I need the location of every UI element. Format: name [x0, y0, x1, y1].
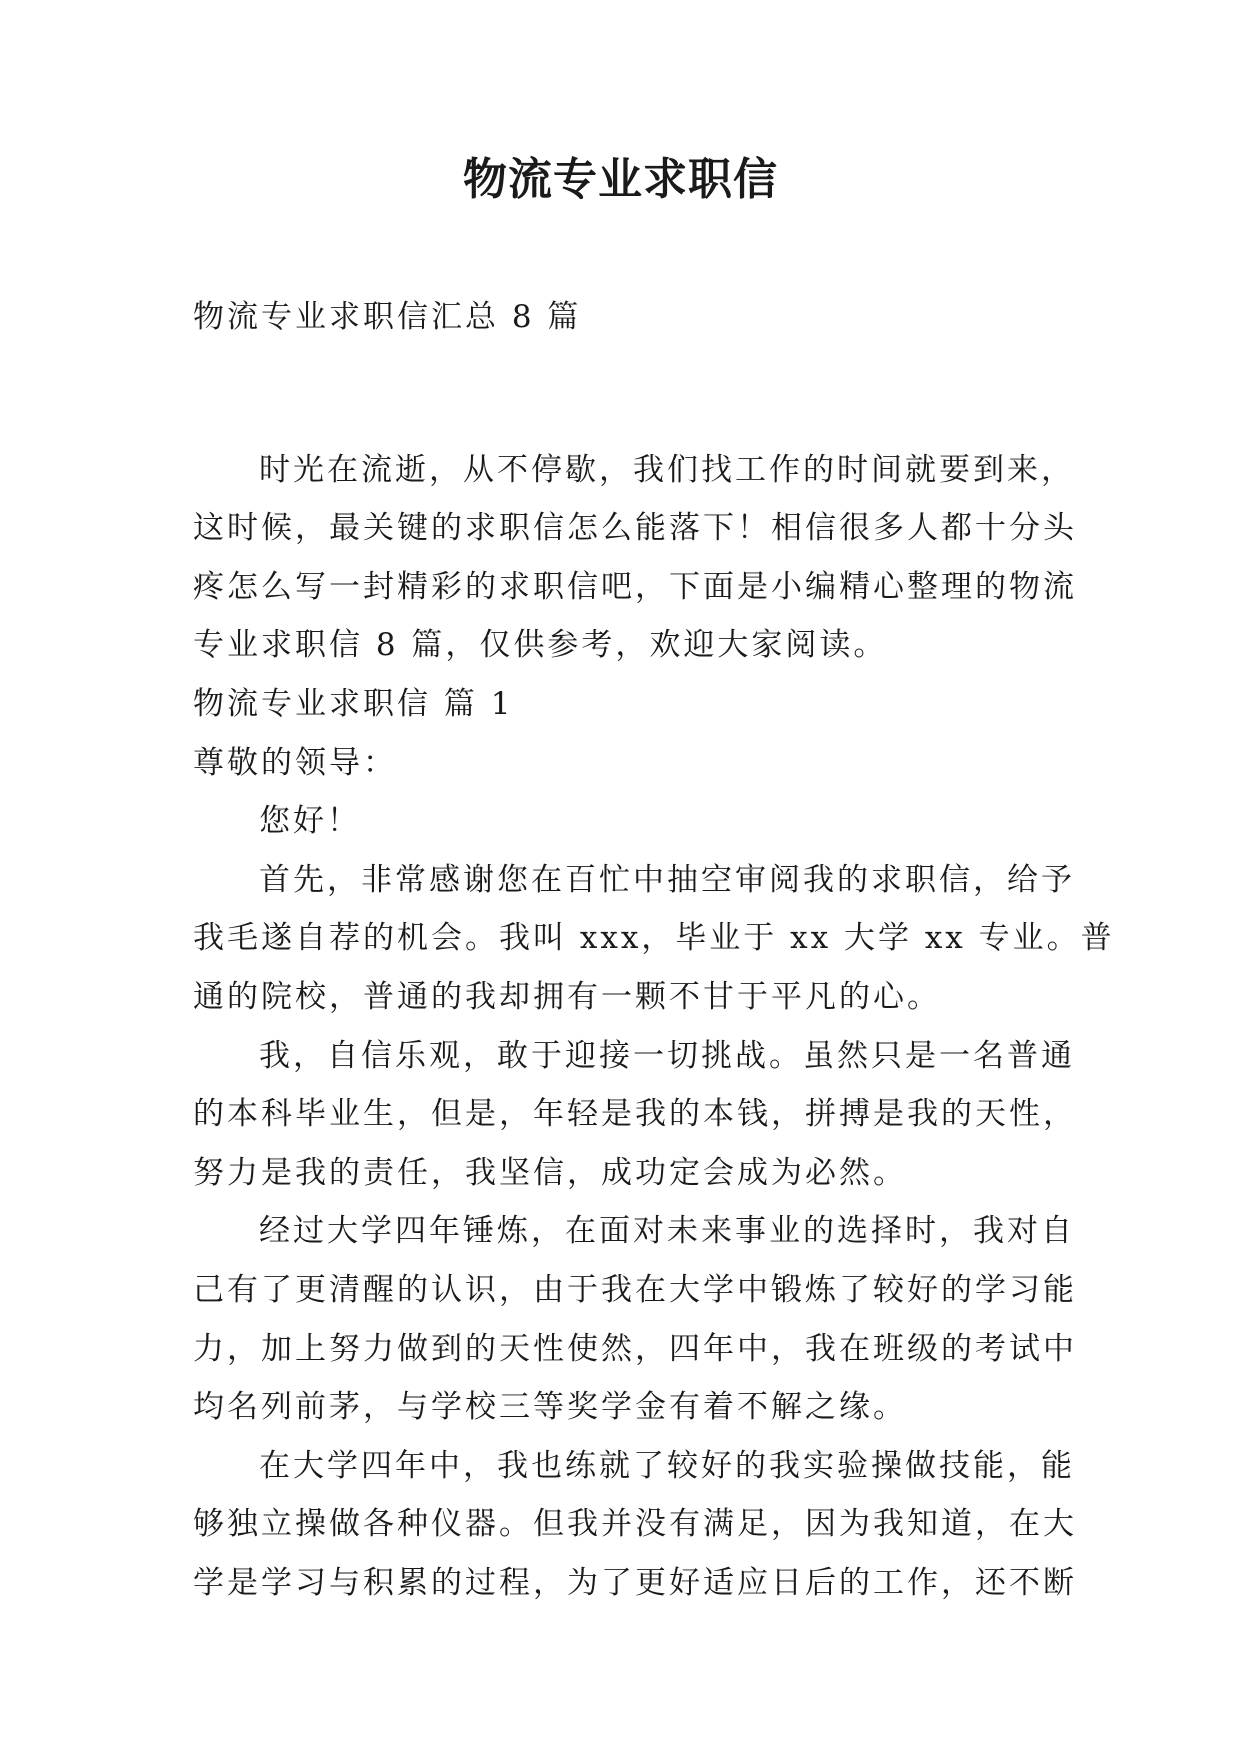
text-line: 专业求职信 8 篇，仅供参考，欢迎大家阅读。: [193, 627, 888, 664]
text-line: 疼怎么写一封精彩的求职信吧，下面是小编精心整理的物流: [193, 568, 1077, 605]
paragraph-gap: [193, 347, 1073, 441]
text-line: 努力是我的责任，我坚信，成功定会成为必然。: [193, 1154, 907, 1191]
document-body: [193, 288, 1115, 1612]
text-line: 均名列前茅，与学校三等奖学金有着不解之缘。: [193, 1389, 907, 1426]
greeting: 您好！: [259, 803, 361, 840]
text-line: 的本科毕业生，但是，年轻是我的本钱，拼搏是我的天性，: [193, 1096, 1077, 1133]
text-line: 我毛遂自荐的机会。我叫 xxx，毕业于 xx 大学 xx 专业。普: [193, 920, 1115, 957]
text-line: 学是学习与积累的过程，为了更好适应日后的工作，还不断: [193, 1564, 1077, 1601]
text-line: 首先，非常感谢您在百忙中抽空审阅我的求职信，给予: [259, 861, 1075, 898]
page-title: 物流专业求职信: [463, 154, 778, 205]
text-line: 己有了更清醒的认识，由于我在大学中锻炼了较好的学习能: [193, 1271, 1077, 1308]
subtitle-line: 物流专业求职信汇总 8 篇: [193, 299, 582, 335]
text-line: 这时候，最关键的求职信怎么能落下！相信很多人都十分头: [193, 510, 1077, 547]
text-line: 在大学四年中，我也练就了较好的我实验操做技能，能: [259, 1447, 1075, 1484]
text-line: 通的院校，普通的我却拥有一颗不甘于平凡的心。: [193, 978, 941, 1015]
text-line: 力，加上努力做到的天性使然，四年中，我在班级的考试中: [193, 1330, 1077, 1367]
text-line: 够独立操做各种仪器。但我并没有满足，因为我知道，在大: [193, 1506, 1077, 1543]
text-line: 经过大学四年锤炼，在面对未来事业的选择时，我对自: [259, 1213, 1075, 1250]
salutation: 尊敬的领导：: [193, 744, 397, 781]
text-line: 时光在流逝，从不停歇，我们找工作的时间就要到来，: [259, 451, 1075, 488]
text-line: 我，自信乐观，敢于迎接一切挑战。虽然只是一名普通: [259, 1037, 1075, 1074]
section-heading: 物流专业求职信 篇 1: [193, 685, 514, 722]
